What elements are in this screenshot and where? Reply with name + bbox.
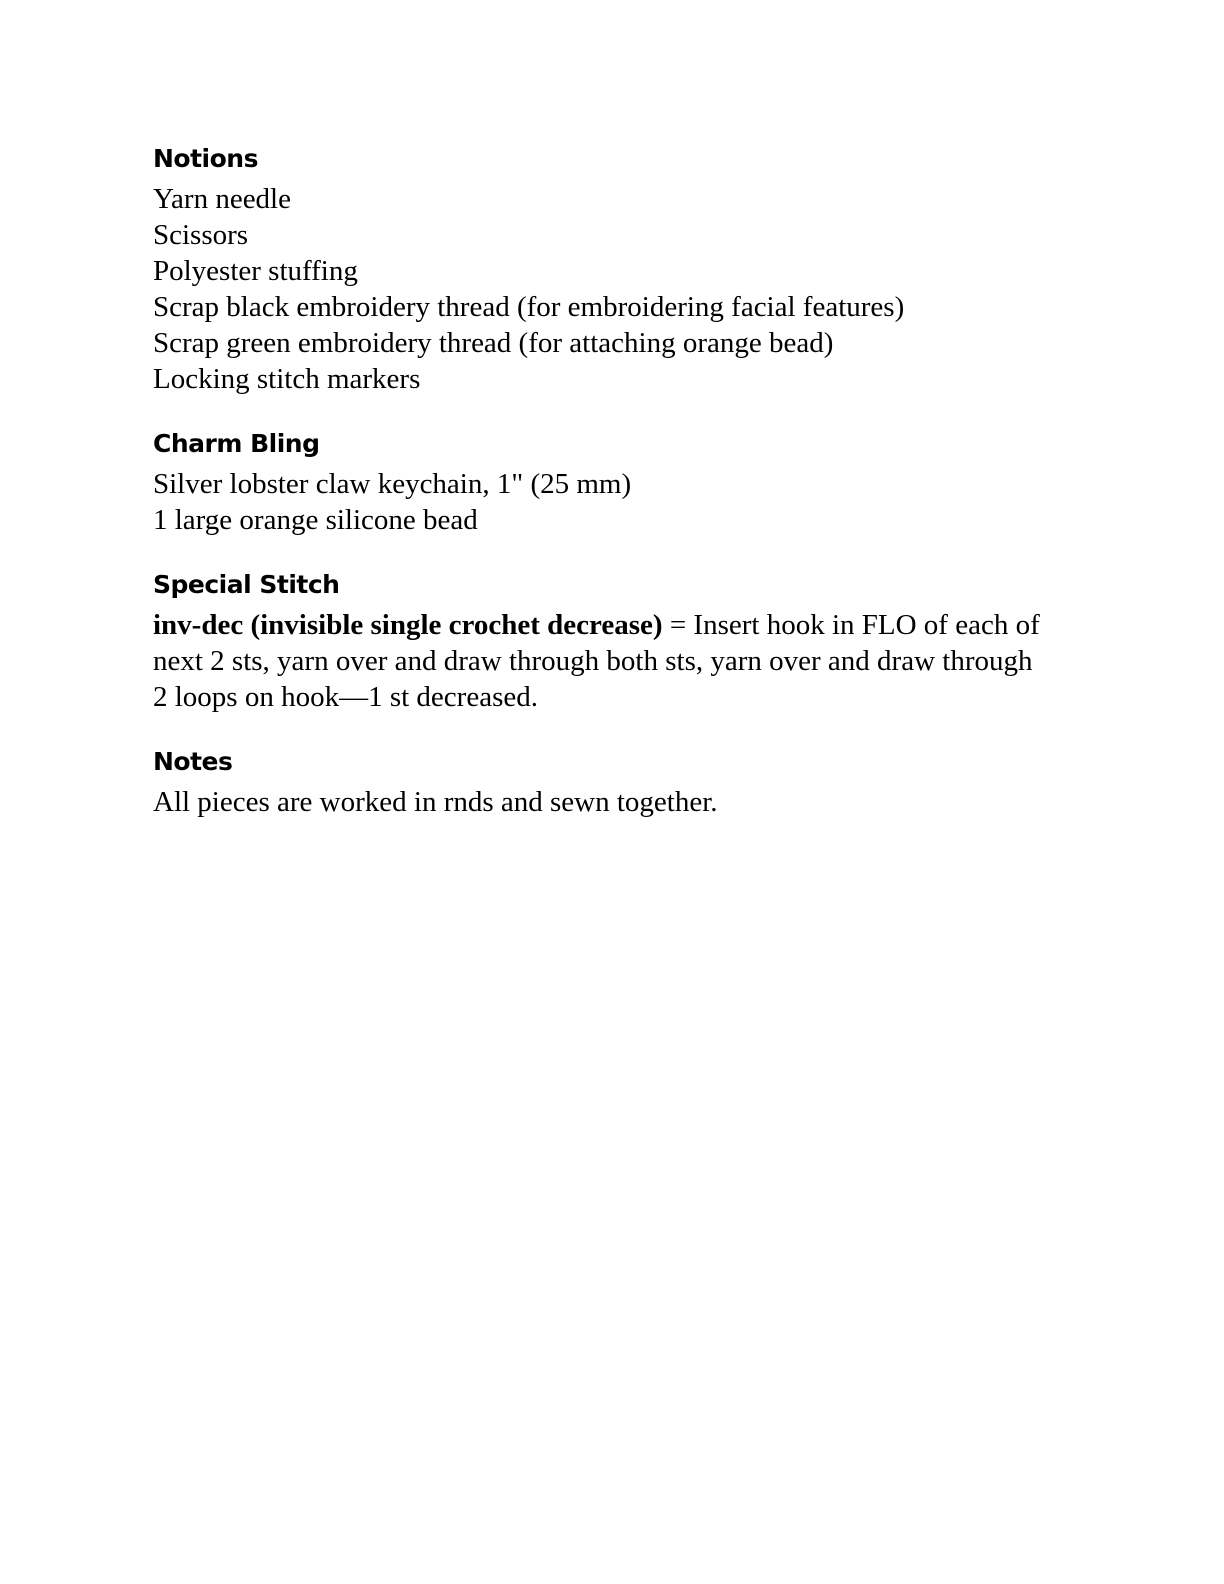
special-stitch-section <box>153 567 1073 715</box>
notions-item: Scrap black embroidery thread (for embroidering facial features) <box>153 291 905 323</box>
section-spacer <box>153 397 1073 426</box>
charm-bling-item: Silver lobster claw keychain, 1" (25 mm) <box>153 468 632 500</box>
notions-section <box>153 141 1073 397</box>
notes-text: All pieces are worked in rnds and sewn together. <box>153 786 718 818</box>
special-stitch-paragraph <box>153 607 1043 715</box>
notions-item: Yarn needle <box>153 183 291 215</box>
notions-item: Polyester stuffing <box>153 255 358 287</box>
notions-item: Scissors <box>153 219 249 251</box>
stitch-definition: = Insert hook in FLO of each of next 2 sts, yarn over and draw through both sts, yarn over and draw through 2 loops on hook—1 st decreased. <box>153 609 1040 713</box>
notions-heading: Notions <box>153 144 258 173</box>
special-stitch-heading: Special Stitch <box>153 570 340 599</box>
notes-section <box>153 744 1073 820</box>
charm-bling-heading: Charm Bling <box>153 429 320 458</box>
notes-heading: Notes <box>153 747 233 776</box>
charm-bling-section <box>153 426 1073 538</box>
document-page <box>153 141 1073 820</box>
charm-bling-item: 1 large orange silicone bead <box>153 504 478 536</box>
notions-item: Locking stitch markers <box>153 363 421 395</box>
notions-item: Scrap green embroidery thread (for attaching orange bead) <box>153 327 834 359</box>
section-spacer <box>153 715 1073 744</box>
stitch-term: inv-dec (invisible single crochet decrease) <box>153 609 663 641</box>
section-spacer <box>153 538 1073 567</box>
